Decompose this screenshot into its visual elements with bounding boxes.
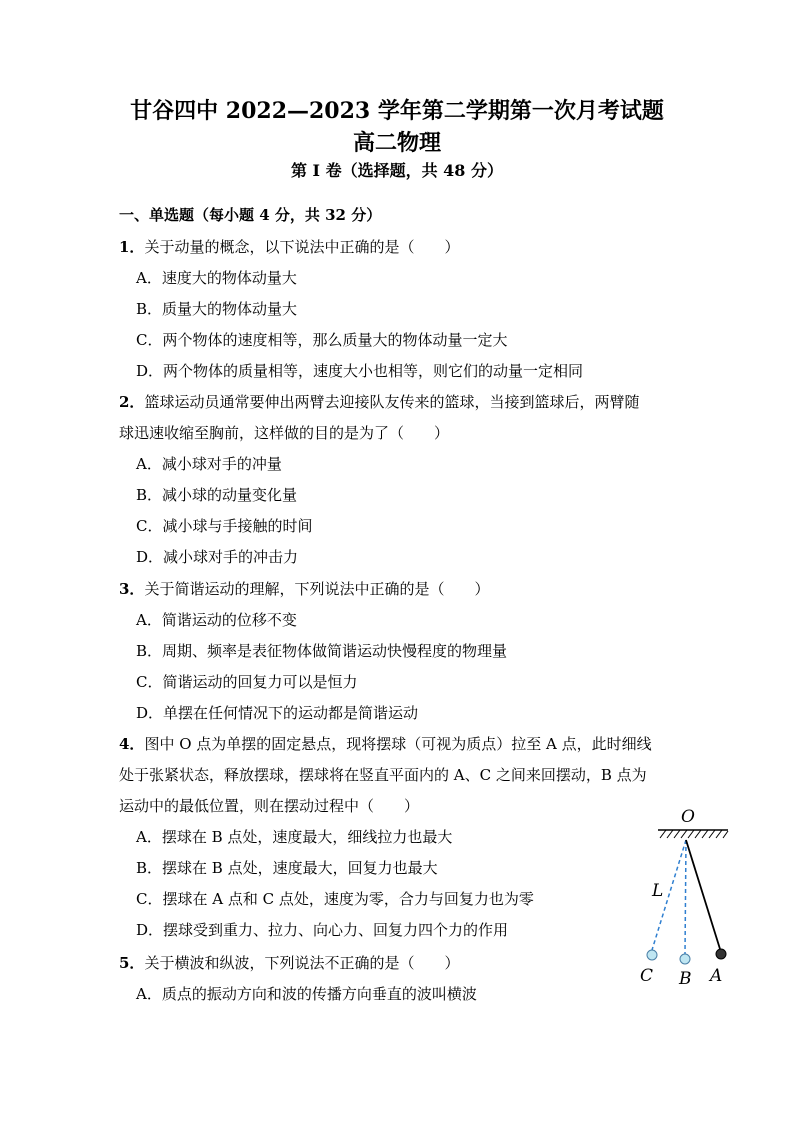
option-c: C．简谐运动的回复力可以是恒力 [136,673,358,691]
exam-subject: 高二物理 [352,130,441,156]
label-b: B [679,969,692,989]
ball-a [716,949,726,959]
question-text: 关于简谐运动的理解，下列说法中正确的是（ ） [144,580,490,598]
question-4 [119,729,679,946]
option-a: A．减小球对手的冲量 [136,455,282,473]
question-number: 5． [119,954,145,972]
option-c: C．摆球在 A 点和 C 点处，速度为零，合力与回复力也为零 [136,890,534,908]
label-a: A [710,966,723,986]
string-at-b [685,840,686,954]
question-number: 1． [119,238,145,256]
question-2 [119,387,679,573]
question-text-cont: 处于张紧状态，释放摆球，摆球将在竖直平面内的 A、C 之间来回摆动，B 点为 [119,766,647,784]
option-d: D．两个物体的质量相等，速度大小也相等，则它们的动量一定相同 [136,362,584,380]
question-number: 3． [119,580,145,598]
question-stem [119,387,679,418]
label-c: C [640,966,654,986]
option-b: B．摆球在 B 点处，速度最大，回复力也最大 [136,859,438,877]
option-b: B．减小球的动量变化量 [136,486,298,504]
label-l: L [652,881,664,901]
question-text-cont: 运动中的最低位置，则在摆动过程中（ ） [119,797,420,815]
question-5 [119,948,679,1010]
option-b: B．质量大的物体动量大 [136,300,298,318]
label-o: O [681,807,695,827]
option-d: D．减小球对手的冲击力 [136,548,299,566]
question-1 [119,232,679,387]
question-3 [119,574,679,729]
option-d: D．单摆在任何情况下的运动都是简谐运动 [136,704,419,722]
part-heading: 第 I 卷（选择题，共 48 分） [290,161,504,180]
ball-c [647,950,657,960]
question-stem [119,574,679,605]
question-text: 篮球运动员通常要伸出两臂去迎接队友传来的篮球，当接到篮球后，两臂随 [144,393,640,411]
option-c: C．两个物体的速度相等，那么质量大的物体动量一定大 [136,331,508,349]
option-a: A．质点的振动方向和波的传播方向垂直的波叫横波 [136,985,477,1003]
question-stem [119,948,679,979]
exam-title: 甘谷四中 2022—2023 学年第二学期第一次月考试题 [130,98,664,124]
question-number: 4． [119,735,145,753]
string-at-a [686,840,720,949]
question-stem [119,232,679,263]
option-a: A．速度大的物体动量大 [136,269,297,287]
ceiling-hatch [660,830,728,838]
question-text: 关于动量的概念，以下说法中正确的是（ ） [144,238,460,256]
question-text: 关于横波和纵波，下列说法不正确的是（ ） [144,954,460,972]
option-d: D．摆球受到重力、拉力、向心力、回复力四个力的作用 [136,921,509,939]
option-a: A．简谐运动的位移不变 [136,611,297,629]
question-stem [119,729,679,760]
option-b: B．周期、频率是表征物体做简谐运动快慢程度的物理量 [136,642,508,660]
pendulum-diagram [630,800,740,995]
option-c: C．减小球与手接触的时间 [136,517,313,535]
option-a: A．摆球在 B 点处，速度最大，细线拉力也最大 [136,828,453,846]
section-heading: 一、单选题（每小题 4 分，共 32 分） [119,206,382,224]
ball-b [680,954,690,964]
question-number: 2． [119,393,145,411]
question-text-cont: 球迅速收缩至胸前，这样做的目的是为了（ ） [119,424,450,442]
question-text: 图中 O 点为单摆的固定悬点，现将摆球（可视为质点）拉至 A 点，此时细线 [144,735,652,753]
